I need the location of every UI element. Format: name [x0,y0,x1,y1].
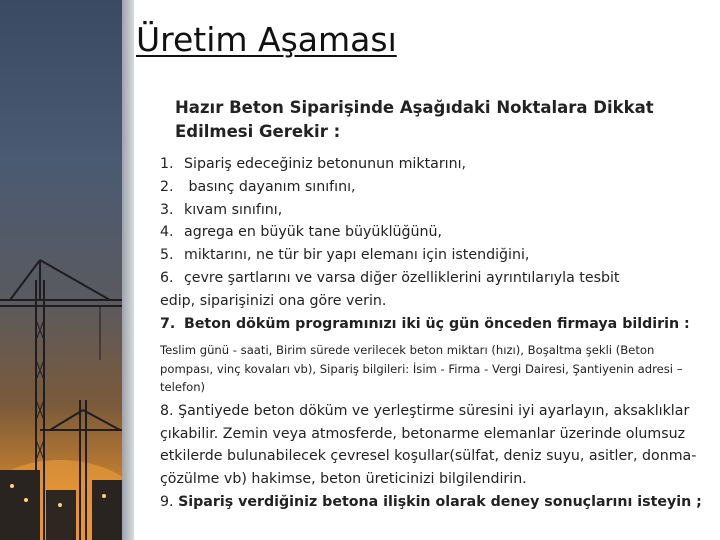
list-item [160,176,708,199]
list-item-text: Sipariş verdiğiniz betona ilişkin olarak deney sonuçlarını isteyin ; [178,494,702,511]
list-item-text: çevre şartlarını ve varsa diğer özelliklerini ayrıntılarıyla tesbit [184,269,620,286]
list-item-number: 2. [160,178,174,195]
list-item [160,267,708,290]
content-body [160,153,708,514]
list-item-number: 9. [160,494,174,511]
list-item-text: Beton döküm programınızı iki üç gün önceden firmaya bildirin : [184,315,690,332]
list-item-text: agrega en büyük tane büyüklüğünü, [184,224,443,241]
list-item-number: 1. [160,156,174,172]
list-item [160,199,708,222]
construction-cranes-image [0,0,122,540]
list-item-text: kıvam sınıfını, [184,201,283,218]
list-item [160,153,708,176]
list-item-number: 3. [160,201,174,218]
list-item [160,491,708,514]
list-item-number: 5. [160,247,174,264]
list-item [160,221,708,244]
list-item-bold [160,313,708,336]
list-item [160,244,708,267]
list-item-text: Şantiyede beton döküm ve yerleştirme süresini iyi ayarlayın, aksaklıklar çıkabilir. Zemin veya atmosferde, betonarme elemanlar üzerinde olumsuz etkilerde bulunabilecek çevresel koşullar(sülfat, deniz suyu, asitler, donma-çözülme vb) hakimse, beton üreticinizi bilgilendirin. [160,402,697,488]
list-item [160,400,708,491]
page-title: Üretim Aşaması [136,20,397,59]
list-item-text: basınç dayanım sınıfını, [184,178,356,195]
list-item-number: 4. [160,224,174,241]
list-item-text: Sipariş edeceğiniz betonunun miktarını, [184,156,467,172]
subtitle: Hazır Beton Siparişinde Aşağıdaki Noktalara Dikkat Edilmesi Gerekir : [175,98,654,141]
list-item-number: 6. [160,269,174,286]
note-text: Teslim günü - saati, Birim sürede verilecek beton miktarı (hızı), Boşaltma şekli (Beton pompası, vinç kovaları vb), Sipariş bilgileri: İsim - Firma - Vergi Dairesi, Şantiyenin adresi –telefon) [160,343,683,395]
list-item-continuation: edip, siparişinizi ona göre verin. [160,292,387,309]
list-item-number: 7. [160,315,176,332]
list-item-text: miktarını, ne tür bir yapı elemanı için istendiğini, [184,247,530,264]
divider-bar [122,0,134,540]
list-item-number: 8. [160,402,174,419]
crane-silhouettes [0,0,122,540]
